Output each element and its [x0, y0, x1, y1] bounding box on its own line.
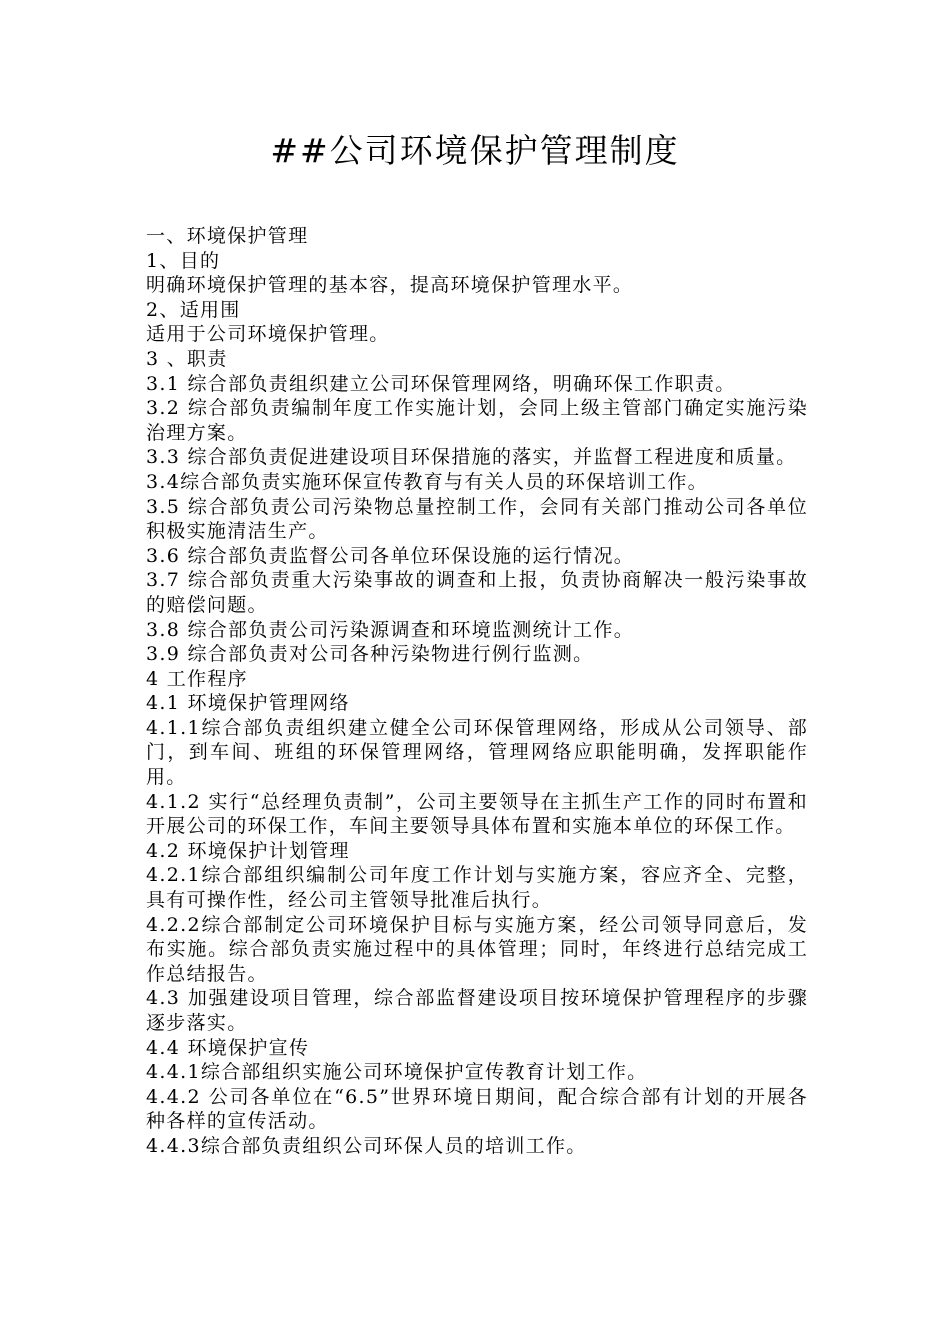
- clause: 4.4.1综合部组织实施公司环境保护宣传教育计划工作。: [146, 1061, 648, 1084]
- paragraph: 明确环境保护管理的基本容，提高环境保护管理水平。: [146, 274, 634, 297]
- clause: 4.4 环境保护宣传: [146, 1036, 310, 1059]
- paragraph: 适用于公司环境保护管理。: [146, 323, 390, 346]
- subsection-heading: 4 工作程序: [146, 667, 248, 690]
- subsection-heading: 1、目的: [146, 249, 221, 272]
- clause: 4.2.2综合部制定公司环境保护目标与实施方案，经公司领导同意后，发布实施。综合部负责实施过程中的具体管理；同时，年终进行总结完成工作总结报告。: [146, 913, 808, 985]
- section-heading: 一、环境保护管理: [146, 225, 309, 247]
- subsection-heading: 3 、职责: [146, 347, 228, 370]
- clause: 3.6 综合部负责监督公司各单位环保设施的运行情况。: [146, 544, 635, 567]
- clause: 4.2.1综合部组织编制公司年度工作计划与实施方案，容应齐全、完整，具有可操作性，经公司主管领导批准后执行。: [146, 864, 808, 912]
- clause: 4.3 加强建设项目管理，综合部监督建设项目按环境保护管理程序的步骤逐步落实。: [146, 987, 808, 1034]
- clause: 4.2 环境保护计划管理: [146, 839, 350, 862]
- clause: 3.9 综合部负责对公司各种污染物进行例行监测。: [146, 643, 594, 666]
- clause: 3.8 综合部负责公司污染源调查和环境监测统计工作。: [146, 618, 635, 641]
- document-body: [146, 224, 808, 1159]
- clause: 3.4综合部负责实施环保宣传教育与有关人员的环保培训工作。: [146, 470, 708, 493]
- clause: 4.1 环境保护管理网络: [146, 692, 350, 715]
- clause: 3.1 综合部负责组织建立公司环保管理网络，明确环保工作职责。: [146, 372, 736, 395]
- clause: 4.1.2 实行“总经理负责制”，公司主要领导在主抓生产工作的同时布置和开展公司的环保工作，车间主要领导具体布置和实施本单位的环保工作。: [146, 790, 808, 838]
- subsection-heading: 2、适用围: [146, 298, 241, 321]
- document-title: ##公司环境保护管理制度: [270, 131, 680, 170]
- clause: 4.1.1综合部负责组织建立健全公司环保管理网络，形成从公司领导、部门，到车间、班组的环保管理网络，管理网络应职能明确，发挥职能作用。: [146, 716, 808, 789]
- clause: 3.5 综合部负责公司污染物总量控制工作，会同有关部门推动公司各单位积极实施清洁生产。: [146, 495, 808, 543]
- clause: 4.4.2 公司各单位在“6.5”世界环境日期间，配合综合部有计划的开展各种各样的宣传活动。: [146, 1085, 808, 1133]
- clause: 3.3 综合部负责促进建设项目环保措施的落实，并监督工程进度和质量。: [146, 446, 797, 469]
- clause: 3.7 综合部负责重大污染事故的调查和上报，负责协商解决一般污染事故的赔偿问题。: [146, 569, 808, 616]
- clause: 4.4.3综合部负责组织公司环保人员的培训工作。: [146, 1134, 587, 1157]
- clause: 3.2 综合部负责编制年度工作实施计划，会同上级主管部门确定实施污染治理方案。: [146, 397, 808, 444]
